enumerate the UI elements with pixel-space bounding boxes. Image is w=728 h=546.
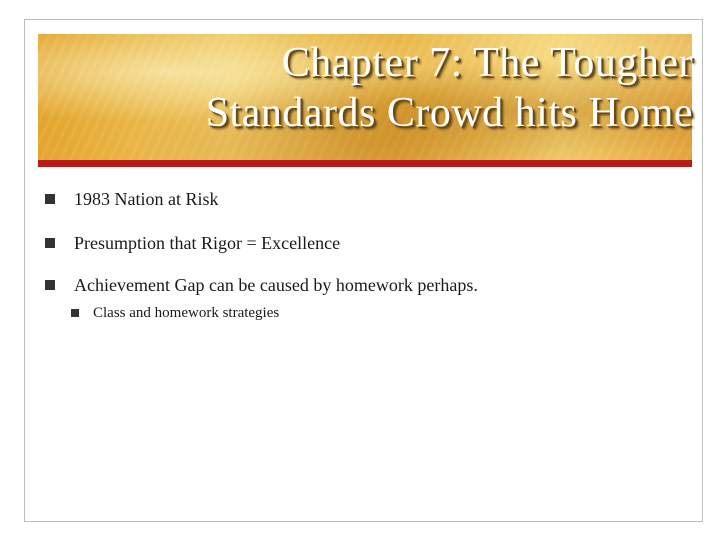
bullet-text: Achievement Gap can be caused by homework perhaps. [74,274,478,295]
sub-bullet-item [71,304,279,322]
sub-bullet-text: Class and homework strategies [93,304,280,321]
bullet-item [45,274,478,296]
bullet-item [45,232,340,254]
square-bullet-icon [45,194,55,204]
bullet-list [25,20,702,521]
square-bullet-icon [45,238,55,248]
bullet-item [45,188,219,210]
bullet-text: Presumption that Rigor = Excellence [74,232,341,253]
slide-title-line-1: Chapter 7: The Tougher [281,40,693,86]
bullet-text: 1983 Nation at Risk [74,188,219,209]
slide-title-line-2: Standards Crowd hits Home [205,90,693,136]
square-bullet-icon [71,309,79,317]
slide [24,19,703,522]
square-bullet-icon [45,280,55,290]
